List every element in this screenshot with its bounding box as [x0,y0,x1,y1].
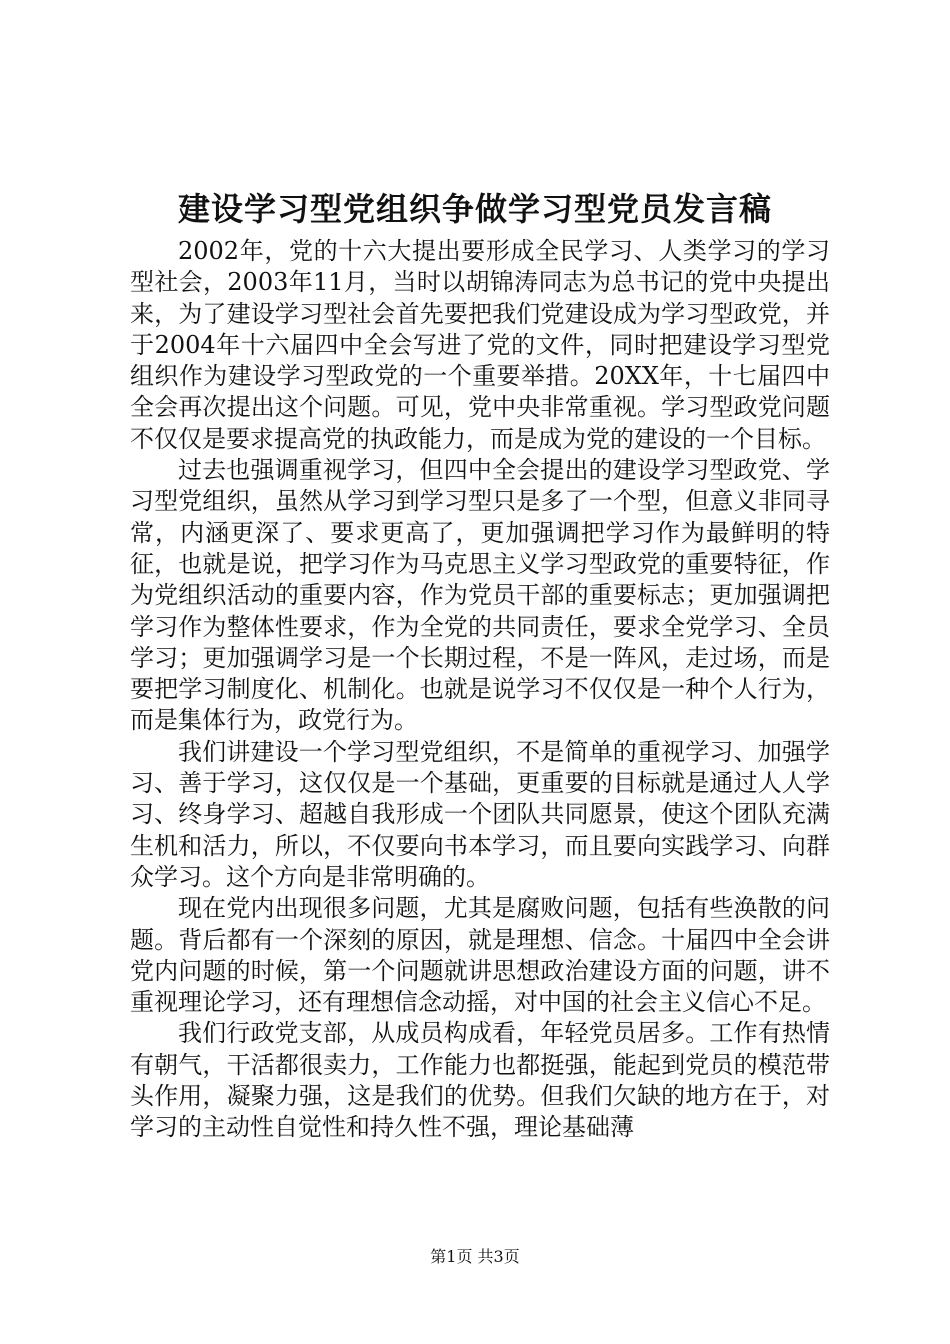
document-body [130,236,830,1144]
paragraph-4: 现在党内出现很多问题，尤其是腐败问题，包括有些涣散的问题。背后都有一个深刻的原因，就是理想、信念。十届四中全会讲党内问题的时候，第一个问题就讲思想政治建设方面的问题，讲不重视理论学习，还有理想信念动摇，对中国的社会主义信心不足。 [130,894,830,1017]
paragraph-3: 我们讲建设一个学习型党组织，不是简单的重视学习、加强学习、善于学习，这仅仅是一个基础，更重要的目标就是通过人人学习、终身学习、超越自我形成一个团队共同愿景，使这个团队充满生机和活力，所以，不仅要向书本学习，而且要向实践学习、向群众学习。这个方向是非常明确的。 [130,737,830,891]
page-number-footer: 第1页 共3页 [430,1247,520,1266]
paragraph-5: 我们行政党支部，从成员构成看，年轻党员居多。工作有热情有朝气，干活都很卖力，工作能力也都挺强，能起到党员的模范带头作用，凝聚力强，这是我们的优势。但我们欠缺的地方在于，对学习的主动性自觉性和持久性不强，理论基础薄 [130,1019,830,1142]
paragraph-1: 2002年，党的十六大提出要形成全民学习、人类学习的学习型社会，2003年11月，当时以胡锦涛同志为总书记的党中央提出来，为了建设学习型社会首先要把我们党建设成为学习型政党，并于2004年十六届四中全会写进了党的文件，同时把建设学习型党组织作为建设学习型政党的一个重要举措。20XX年，十七届四中全会再次提出这个问题。可见，党中央非常重视。学习型政党问题不仅仅是要求提高党的执政能力，而是成为党的建设的一个目标。 [130,237,830,453]
document-title: 建设学习型党组织争做学习型党员发言稿 [177,190,772,228]
paragraph-2: 过去也强调重视学习，但四中全会提出的建设学习型政党、学习型党组织，虽然从学习到学习型只是多了一个型，但意义非同寻常，内涵更深了、要求更高了，更加强调把学习作为最鲜明的特征，也就是说，把学习作为马克思主义学习型政党的重要特征，作为党组织活动的重要内容，作为党员干部的重要标志；更加强调把学习作为整体性要求，作为全党的共同责任，要求全党学习、全员学习；更加强调学习是一个长期过程，不是一阵风，走过场，而是要把学习制度化、机制化。也就是说学习不仅仅是一种个人行为，而是集体行为，政党行为。 [130,456,830,735]
